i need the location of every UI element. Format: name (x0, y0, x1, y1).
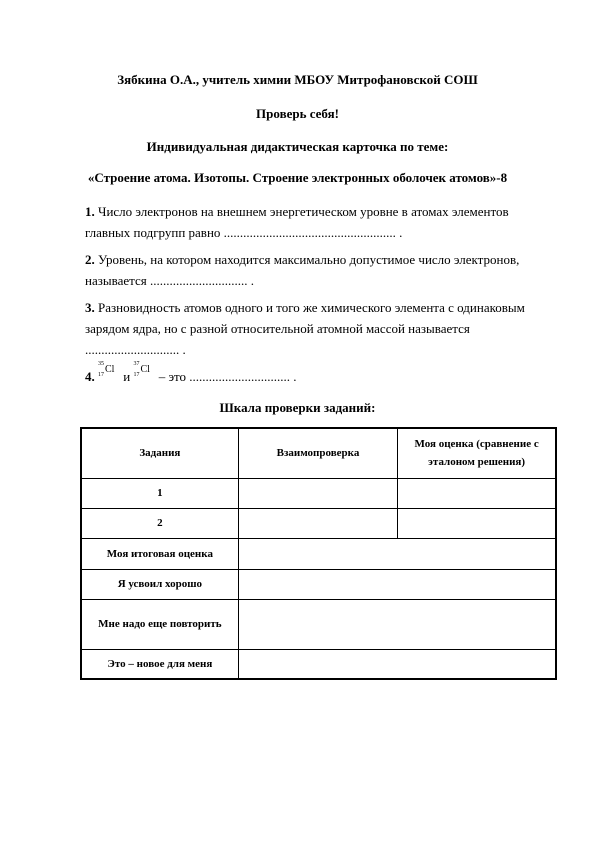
summary-value-cell[interactable] (238, 649, 556, 679)
question-4 (85, 361, 555, 387)
peer-check-cell[interactable] (238, 478, 397, 508)
task-number-cell: 1 (81, 478, 238, 508)
question-number: 3. (85, 300, 95, 315)
question-text: Уровень, на котором находится максимально допустимое число электронов, называется .............................. . (85, 252, 520, 288)
question-2 (85, 249, 555, 291)
summary-value-cell[interactable] (238, 569, 556, 599)
summary-label-cell: Я усвоил хорошо (81, 569, 238, 599)
page-title: Проверь себя! (256, 106, 339, 121)
atomic-number: 17 (98, 372, 104, 378)
mass-number: 35 (98, 361, 104, 367)
table-row (81, 478, 556, 508)
table-row (81, 599, 556, 649)
isotope-notation (98, 361, 120, 381)
question-1 (85, 201, 555, 243)
summary-label-cell: Моя итоговая оценка (81, 538, 238, 569)
task-number-cell: 2 (81, 508, 238, 538)
table-row (81, 649, 556, 679)
question-3 (85, 297, 555, 360)
table-row (81, 508, 556, 538)
header-cell: Моя оценка (сравнение с эталоном решения) (398, 428, 556, 478)
table-title: Шкала проверки заданий: (219, 400, 376, 415)
joiner-text: и (123, 369, 131, 384)
summary-label-cell: Это – новое для меня (81, 649, 238, 679)
header-cell: Задания (81, 428, 238, 478)
self-grade-cell[interactable] (398, 478, 556, 508)
question-number: 2. (85, 252, 95, 267)
table-row (81, 569, 556, 599)
table-header-row (81, 428, 556, 478)
isotope-notation (133, 361, 155, 381)
summary-value-cell[interactable] (238, 599, 556, 649)
summary-value-cell[interactable] (238, 538, 556, 569)
self-grade-cell[interactable] (398, 508, 556, 538)
author-line: Зябкина О.А., учитель химии МБОУ Митрофановской СОШ (117, 72, 478, 87)
peer-check-cell[interactable] (238, 508, 397, 538)
card-topic: «Строение атома. Изотопы. Строение электронных оболочек атомов»-8 (87, 170, 508, 185)
header-cell: Взаимопроверка (238, 428, 397, 478)
element-symbol: Cl (140, 364, 150, 375)
question-text: Число электронов на внешнем энергетическом уровне в атомах элементов главных подгрупп равно ..................................................... . (85, 204, 509, 240)
mass-number: 37 (133, 361, 140, 367)
check-table (80, 427, 557, 680)
question-number: 1. (85, 204, 95, 219)
question-number: 4. (85, 369, 95, 384)
atomic-number: 17 (133, 372, 140, 378)
summary-label-cell: Мне надо еще повторить (81, 599, 238, 649)
table-row (81, 538, 556, 569)
question-text: Разновидность атомов одного и того же химического элемента с одинаковым зарядом ядра, но с разной относительной атомной массой называется ............................. . (85, 300, 525, 357)
card-subtitle: Индивидуальная дидактическая карточка по теме: (146, 139, 449, 154)
element-symbol: Cl (105, 364, 115, 375)
question-text: – это ............................... . (158, 369, 297, 384)
